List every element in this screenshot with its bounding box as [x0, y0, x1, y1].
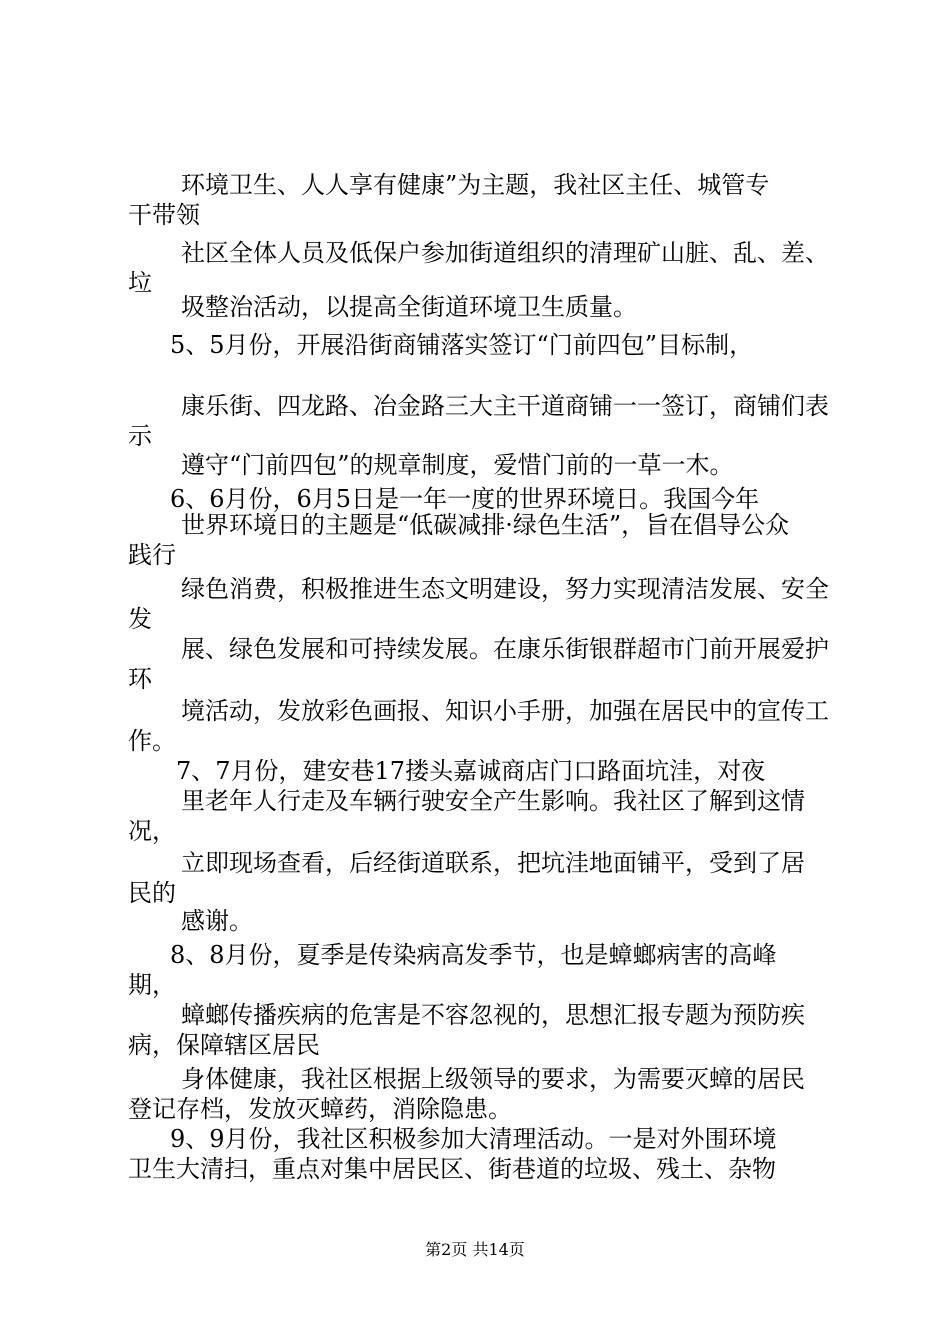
text-line: 干带领 [128, 201, 200, 229]
text-line: 圾整治活动，以提高全街道环境卫生质量。 [181, 293, 637, 321]
text-line: 世界环境日的主题是“低碳减排·绿色生活”，旨在倡导公众 [181, 511, 790, 539]
text-line: 蟑螂传播疾病的危害是不容忽视的，思想汇报专题为预防疾 [181, 1001, 805, 1029]
text-line: 示 [128, 422, 152, 450]
text-line: 环境卫生、人人享有健康”为主题，我社区主任、城管专 [181, 171, 770, 199]
text-line: 6、6月份，6月5日是一年一度的世界环境日。我国今年 [170, 485, 760, 513]
text-line: 社区全体人员及低保户参加街道组织的清理矿山脏、乱、差、 [181, 239, 829, 267]
text-line: 5、5月份，开展沿街商铺落实签订“门前四包”目标制， [170, 331, 754, 359]
text-line: 绿色消费，积极推进生态文明建设，努力实现清洁发展、安全 [181, 575, 829, 603]
text-line: 立即现场查看，后经街道联系，把坑洼地面铺平，受到了居 [181, 849, 805, 877]
text-line: 垃 [128, 269, 152, 297]
text-line: 8、8月份，夏季是传染病高发季节，也是蟑螂病害的高峰 [170, 941, 777, 969]
text-line: 登记存档，发放灭蟑药，消除隐患。 [128, 1095, 512, 1123]
text-line: 期， [128, 971, 176, 999]
text-line: 里老年人行走及车辆行驶安全产生影响。我社区了解到这情 [181, 787, 805, 815]
text-line: 感谢。 [181, 907, 253, 935]
text-line: 卫生大清扫，重点对集中居民区、街巷道的垃圾、残土、杂物 [128, 1155, 776, 1183]
text-line: 身体健康，我社区根据上级领导的要求，为需要灭蟑的居民 [181, 1065, 805, 1093]
text-line: 9、9月份，我社区积极参加大清理活动。一是对外围环境 [170, 1125, 777, 1153]
text-line: 发 [128, 605, 152, 633]
text-line: 践行 [128, 541, 176, 569]
text-line: 7、7月份，建安巷17搂头嘉诚商店门口路面坑洼，对夜 [176, 757, 766, 785]
text-line: 民的 [128, 879, 176, 907]
text-line: 环 [128, 665, 152, 693]
text-line: 遵守“门前四包”的规章制度，爱惜门前的一草一木。 [181, 451, 734, 479]
text-line: 况， [128, 817, 176, 845]
text-line: 康乐街、四龙路、冶金路三大主干道商铺一一签订，商铺们表 [181, 392, 829, 420]
text-line: 境活动，发放彩色画报、知识小手册，加强在居民中的宣传工 [181, 697, 829, 725]
text-line: 展、绿色发展和可持续发展。在康乐街银群超市门前开展爱护 [181, 635, 829, 663]
text-line: 作。 [128, 727, 176, 755]
page-footer: 第2页 共14页 [425, 1240, 525, 1259]
text-line: 病，保障辖区居民 [128, 1031, 320, 1059]
